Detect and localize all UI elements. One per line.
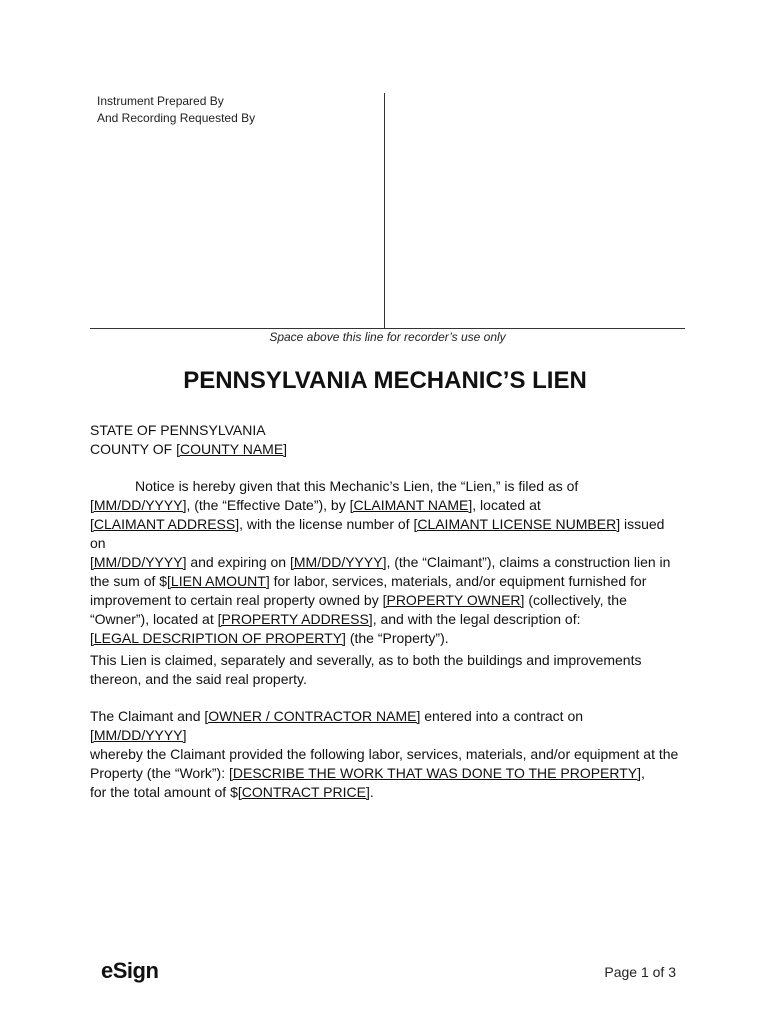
effective-date-field[interactable]: [MM/DD/YYYY] <box>90 497 187 513</box>
para1-line <box>90 591 682 610</box>
claimant-name-field[interactable]: [CLAIMANT NAME] <box>349 497 473 513</box>
state-county-block <box>90 421 682 459</box>
para3-text: entered into a contract on <box>420 708 584 724</box>
para1-line <box>90 496 682 515</box>
license-expiry-date-field[interactable]: [MM/DD/YYYY] <box>290 554 387 570</box>
para1-text: , (the “Effective Date”), by <box>186 497 350 513</box>
para3-text: . <box>369 784 374 800</box>
para1-line <box>90 515 682 553</box>
para1-text: (collectively, the <box>524 592 627 608</box>
contract-price-field[interactable]: [CONTRACT PRICE] <box>237 784 370 800</box>
county-prefix: COUNTY OF <box>90 441 177 457</box>
para1-text: “Owner”), located at <box>90 611 218 627</box>
para3-line <box>90 707 682 745</box>
property-address-field[interactable]: [PROPERTY ADDRESS] <box>217 611 373 627</box>
para2-line: This Lien is claimed, separately and severally, as to both the buildings and improvements <box>90 652 642 668</box>
para1-text: , (the “Claimant”), claims a construction lien in <box>386 554 671 570</box>
para1-text: , located at <box>472 497 541 513</box>
license-number-field[interactable]: [CLAIMANT LICENSE NUMBER] <box>413 516 621 532</box>
work-description-field[interactable]: [DESCRIBE THE WORK THAT WAS DONE TO THE PROPERTY] <box>229 765 642 781</box>
lien-notice-paragraph <box>90 477 682 648</box>
para1-text: Notice is hereby given that this Mechanic’s Lien, the “Lien,” is filed as of <box>135 478 579 494</box>
para1-text: for labor, services, materials, and/or equipment furnished for <box>269 573 647 589</box>
para1-line <box>90 572 682 591</box>
para1-line <box>90 553 682 572</box>
contract-date-field[interactable]: [MM/DD/YYYY] <box>90 727 187 743</box>
para1-text: , with the license number of <box>239 516 414 532</box>
para2-line: thereon, and the said real property. <box>90 671 307 687</box>
para3-text: for the total amount of $ <box>90 784 238 800</box>
para1-text: issued on <box>90 516 665 551</box>
para1-text: and expiring on <box>186 554 290 570</box>
para3-text: Property (the “Work”): <box>90 765 229 781</box>
document-title: PENNSYLVANIA MECHANIC’S LIEN <box>183 367 587 394</box>
para3-text: The Claimant and <box>90 708 205 724</box>
instrument-prepared-by <box>97 93 255 127</box>
para1-line <box>90 477 682 496</box>
county-line <box>90 440 682 459</box>
lien-amount-field[interactable]: [LIEN AMOUNT] <box>167 573 270 589</box>
para3-line <box>90 783 682 802</box>
lien-claim-paragraph <box>90 651 682 689</box>
recording-requested-line: And Recording Requested By <box>97 111 256 125</box>
para1-text: improvement to certain real property owned by <box>90 592 383 608</box>
recorder-note: Space above this line for recorder’s use only <box>269 330 506 344</box>
claimant-address-field[interactable]: [CLAIMANT ADDRESS] <box>90 516 240 532</box>
recorder-space-line <box>90 328 685 329</box>
para3-line: whereby the Claimant provided the following labor, services, materials, and/or equipment at the <box>90 746 679 762</box>
recorder-box-divider <box>384 93 385 329</box>
property-owner-field[interactable]: [PROPERTY OWNER] <box>382 592 525 608</box>
para3-text: , <box>641 765 645 781</box>
legal-description-field[interactable]: [LEGAL DESCRIPTION OF PROPERTY] <box>90 630 346 646</box>
para1-line <box>90 629 682 648</box>
state-line: STATE OF PENNSYLVANIA <box>90 422 266 438</box>
prepared-by-line: Instrument Prepared By <box>97 94 224 108</box>
para1-text: (the “Property”). <box>345 630 449 646</box>
esign-logo: eSign <box>101 958 159 983</box>
contract-paragraph <box>90 707 682 802</box>
para1-text: the sum of $ <box>90 573 168 589</box>
license-issued-date-field[interactable]: [MM/DD/YYYY] <box>90 554 187 570</box>
owner-contractor-field[interactable]: [OWNER / CONTRACTOR NAME] <box>204 708 421 724</box>
para1-text: , and with the legal description of: <box>372 611 581 627</box>
para1-line <box>90 610 682 629</box>
para3-line <box>90 764 682 783</box>
county-name-field[interactable]: [COUNTY NAME] <box>176 441 288 457</box>
page-number: Page 1 of 3 <box>604 964 676 980</box>
